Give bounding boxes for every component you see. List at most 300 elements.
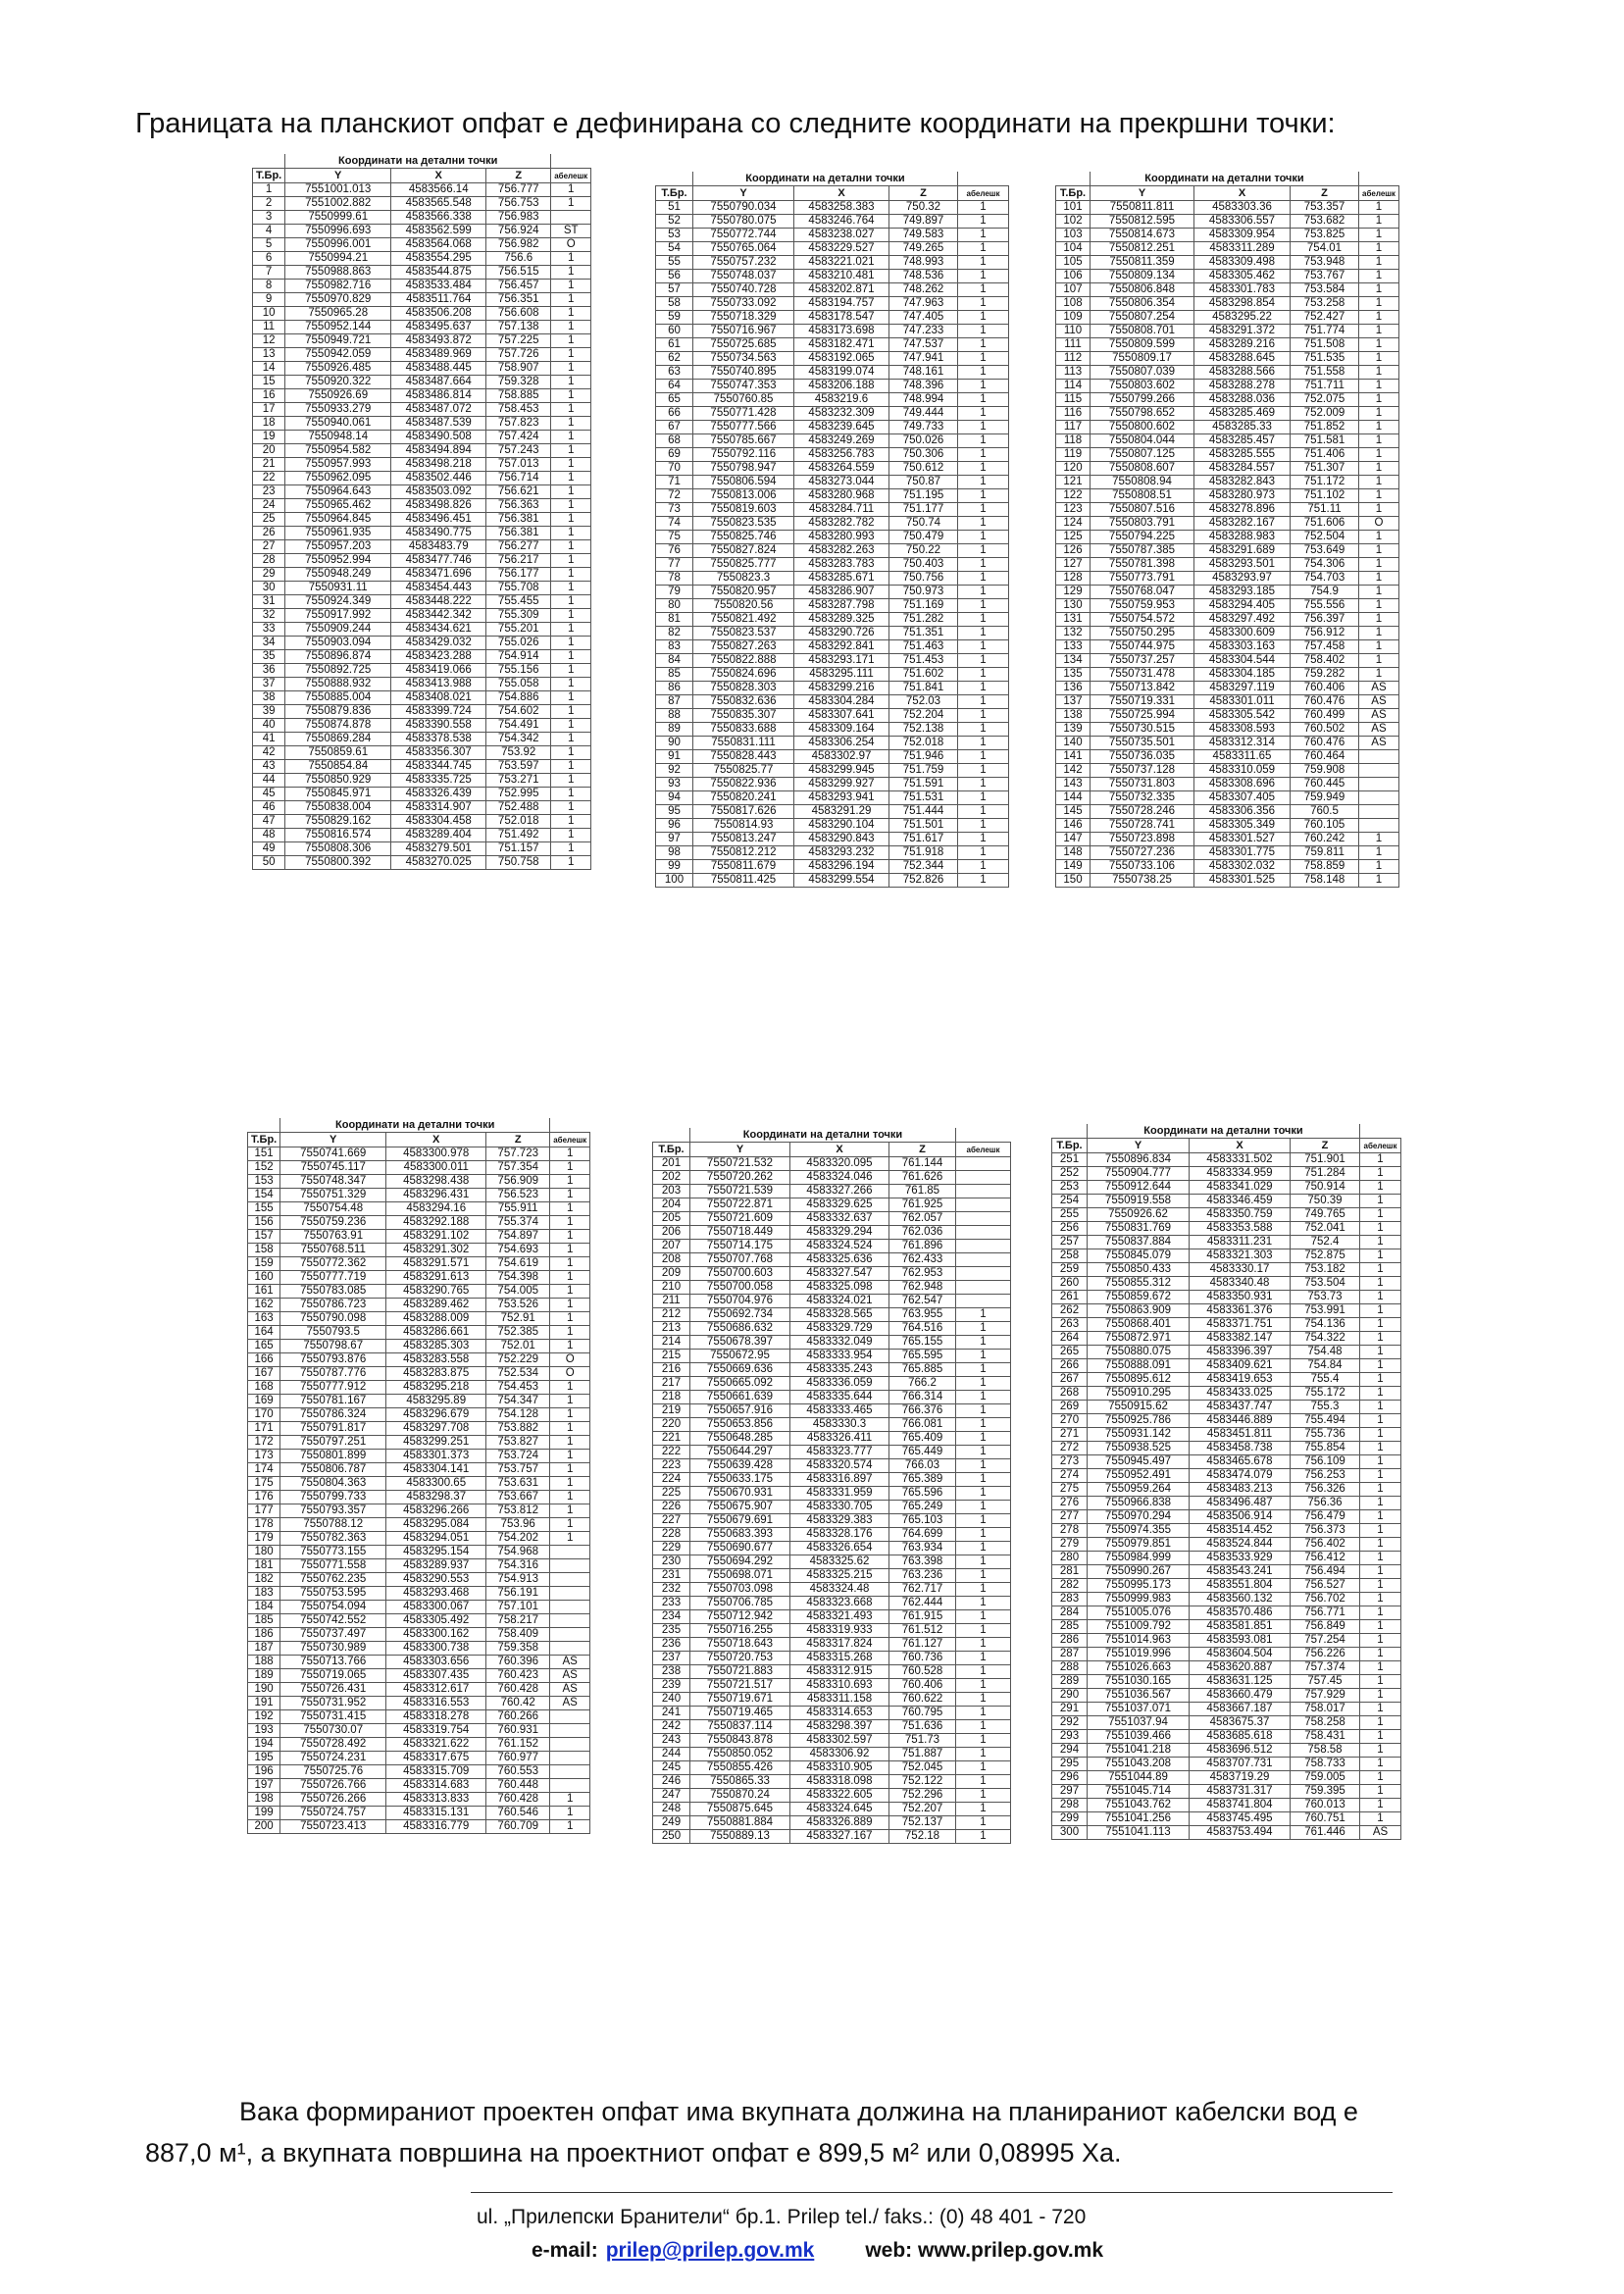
coord-x: 4583378.538	[391, 733, 486, 746]
point-number: 58	[656, 297, 693, 311]
table-row	[656, 297, 1009, 311]
coord-x: 4583300.067	[386, 1601, 486, 1614]
remark: 1	[550, 1299, 590, 1312]
coord-z: 753.92	[486, 746, 551, 760]
coord-y: 7550809.17	[1091, 352, 1194, 366]
coord-z: 750.914	[1291, 1181, 1360, 1195]
coord-z: 760.428	[486, 1793, 550, 1807]
coord-y: 7550948.249	[285, 568, 391, 582]
coord-y: 7550726.766	[280, 1779, 386, 1793]
coord-y: 7550924.349	[285, 595, 391, 609]
coord-x: 4583490.775	[391, 527, 486, 540]
point-number: 123	[1056, 503, 1091, 517]
remark: 1	[956, 1418, 1011, 1432]
table-row	[253, 829, 591, 842]
coord-x: 4583350.931	[1190, 1291, 1291, 1304]
remark: 1	[550, 1491, 590, 1504]
coord-x: 4583334.959	[1190, 1167, 1291, 1181]
remark: 1	[958, 297, 1009, 311]
remark: 1	[550, 1189, 590, 1202]
coord-z: 749.733	[889, 421, 958, 434]
table-row	[653, 1569, 1011, 1583]
table-row	[253, 733, 591, 746]
coord-y: 7550754.48	[280, 1202, 386, 1216]
coord-z: 756.36	[1291, 1497, 1360, 1510]
coord-z: 753.948	[1291, 256, 1359, 270]
point-number: 84	[656, 654, 693, 668]
coord-z: 752.122	[889, 1775, 956, 1789]
coord-x: 4583560.132	[1190, 1593, 1291, 1606]
table-row	[656, 311, 1009, 325]
coord-z: 751.591	[889, 778, 958, 791]
column-header-coord-z: Z	[486, 169, 551, 183]
coord-y: 7550809.599	[1091, 338, 1194, 352]
coord-y: 7550768.511	[280, 1244, 386, 1257]
coord-x: 4583298.854	[1194, 297, 1291, 311]
remark: 1	[1360, 1401, 1401, 1414]
point-number: 278	[1052, 1524, 1088, 1538]
coord-z: 751.11	[1291, 503, 1359, 517]
table-row	[653, 1775, 1011, 1789]
coord-x: 4583300.609	[1194, 627, 1291, 640]
coord-x: 4583173.698	[794, 325, 889, 338]
table-row	[1056, 311, 1399, 325]
coord-y: 7550718.449	[690, 1226, 790, 1240]
remark: 1	[956, 1487, 1011, 1501]
table-row	[253, 540, 591, 554]
coord-y: 7550703.098	[690, 1583, 790, 1597]
coord-y: 7550722.871	[690, 1198, 790, 1212]
table-row	[656, 613, 1009, 627]
coord-y: 7550931.142	[1088, 1428, 1190, 1442]
coord-x: 4583282.263	[794, 544, 889, 558]
point-number: 228	[653, 1528, 690, 1542]
point-number: 39	[253, 705, 285, 719]
remark: AS	[1359, 709, 1399, 723]
caption-spacer	[1052, 1124, 1088, 1139]
point-number: 215	[653, 1350, 690, 1363]
coord-z: 748.396	[889, 380, 958, 393]
coord-y: 7550737.497	[280, 1628, 386, 1642]
table-row	[1052, 1401, 1401, 1414]
point-number: 162	[248, 1299, 280, 1312]
summary-line-2: 887,0 м¹, а вкупната површина на проектниот опфат е 899,5 м² или 0,08995 Ха.	[145, 2138, 1122, 2167]
remark: AS	[550, 1669, 590, 1683]
coord-y: 7550672.95	[690, 1350, 790, 1363]
coord-y: 7550979.851	[1088, 1538, 1190, 1552]
remark: 1	[550, 1463, 590, 1477]
point-number: 75	[656, 531, 693, 544]
coord-y: 7550812.595	[1091, 215, 1194, 229]
point-number: 122	[1056, 489, 1091, 503]
coord-x: 4583322.605	[790, 1789, 889, 1803]
point-number: 138	[1056, 709, 1091, 723]
coord-x: 4583454.443	[391, 582, 486, 595]
point-number: 119	[1056, 448, 1091, 462]
point-number: 203	[653, 1185, 690, 1198]
point-number: 212	[653, 1308, 690, 1322]
coord-y: 7550823.537	[693, 627, 794, 640]
table-row	[248, 1587, 590, 1601]
point-number: 163	[248, 1312, 280, 1326]
coord-x: 4583293.185	[1194, 586, 1291, 599]
coord-z: 760.105	[1291, 819, 1359, 833]
table-row	[656, 242, 1009, 256]
table-row	[1052, 1730, 1401, 1744]
coord-z: 758.453	[486, 403, 551, 417]
point-number: 50	[253, 856, 285, 870]
coord-z: 756.777	[486, 183, 551, 197]
remark: 1	[551, 431, 591, 444]
remark: 1	[550, 1216, 590, 1230]
coord-z: 751.852	[1291, 421, 1359, 434]
coord-x: 4583302.032	[1194, 860, 1291, 874]
point-number: 211	[653, 1295, 690, 1308]
coord-x: 4583332.637	[790, 1212, 889, 1226]
coord-y: 7550765.064	[693, 242, 794, 256]
remark	[550, 1628, 590, 1642]
remark: 1	[1359, 352, 1399, 366]
coord-z: 753.182	[1291, 1263, 1360, 1277]
coord-x: 4583382.147	[1190, 1332, 1291, 1346]
column-header-point-number: Т.Бр.	[248, 1133, 280, 1147]
coord-z: 752.018	[889, 737, 958, 750]
remark: 1	[551, 774, 591, 788]
point-number: 222	[653, 1446, 690, 1459]
point-number: 49	[253, 842, 285, 856]
coord-x: 4583341.029	[1190, 1181, 1291, 1195]
table-row	[656, 531, 1009, 544]
coord-z: 756.412	[1291, 1552, 1360, 1565]
remark: 1	[958, 586, 1009, 599]
point-number: 160	[248, 1271, 280, 1285]
coord-y: 7550833.688	[693, 723, 794, 737]
coord-y: 7550959.264	[1088, 1483, 1190, 1497]
point-number: 205	[653, 1212, 690, 1226]
point-number: 235	[653, 1624, 690, 1638]
coord-z: 765.449	[889, 1446, 956, 1459]
coord-x: 4583533.484	[391, 280, 486, 293]
point-number: 294	[1052, 1744, 1088, 1758]
coord-x: 4583317.824	[790, 1638, 889, 1652]
point-number: 36	[253, 664, 285, 678]
coord-y: 7550727.236	[1091, 846, 1194, 860]
coord-y: 7550822.936	[693, 778, 794, 791]
remark: 1	[958, 503, 1009, 517]
point-number: 179	[248, 1532, 280, 1546]
coord-y: 7550948.14	[285, 431, 391, 444]
coord-y: 7550725.994	[1091, 709, 1194, 723]
coord-z: 757.138	[486, 321, 551, 334]
remark: 1	[551, 691, 591, 705]
point-number: 165	[248, 1340, 280, 1353]
coord-y: 7550783.085	[280, 1285, 386, 1299]
coord-y: 7550731.415	[280, 1710, 386, 1724]
coord-y: 7550945.497	[1088, 1455, 1190, 1469]
coord-x: 4583285.33	[1194, 421, 1291, 434]
point-number: 81	[656, 613, 693, 627]
table-row	[1052, 1277, 1401, 1291]
point-number: 154	[248, 1189, 280, 1202]
coord-y: 7550896.874	[285, 650, 391, 664]
coord-y: 7550964.643	[285, 485, 391, 499]
coord-x: 4583305.462	[1194, 270, 1291, 283]
table-row	[248, 1230, 590, 1244]
remark	[1359, 819, 1399, 833]
point-number: 191	[248, 1697, 280, 1710]
coord-y: 7550740.895	[693, 366, 794, 380]
remark: 1	[550, 1381, 590, 1395]
coord-x: 4583316.779	[386, 1820, 486, 1834]
point-number: 257	[1052, 1236, 1088, 1249]
point-number: 3	[253, 211, 285, 225]
point-number: 276	[1052, 1497, 1088, 1510]
coord-z: 756.523	[486, 1189, 550, 1202]
point-number: 68	[656, 434, 693, 448]
coord-x: 4583437.747	[1190, 1401, 1291, 1414]
coord-z: 756.702	[1291, 1593, 1360, 1606]
remark: 1	[551, 554, 591, 568]
table-row	[1052, 1771, 1401, 1785]
caption-spacer	[253, 154, 285, 169]
coord-y: 7551002.882	[285, 197, 391, 211]
table-row	[253, 678, 591, 691]
point-number: 70	[656, 462, 693, 476]
coord-z: 763.398	[889, 1555, 956, 1569]
coord-y: 7550772.744	[693, 229, 794, 242]
point-number: 144	[1056, 791, 1091, 805]
point-number: 10	[253, 307, 285, 321]
point-number: 20	[253, 444, 285, 458]
table-row	[253, 664, 591, 678]
point-number: 61	[656, 338, 693, 352]
coord-x: 4583451.811	[1190, 1428, 1291, 1442]
coord-x: 4583290.553	[386, 1573, 486, 1587]
remark: 1	[956, 1308, 1011, 1322]
coord-x: 4583289.216	[1194, 338, 1291, 352]
table-row	[1052, 1634, 1401, 1648]
coord-x: 4583287.798	[794, 599, 889, 613]
coord-z: 753.667	[486, 1491, 550, 1504]
table-row	[1052, 1208, 1401, 1222]
coord-y: 7550806.354	[1091, 297, 1194, 311]
coord-x: 4583329.294	[790, 1226, 889, 1240]
point-number: 33	[253, 623, 285, 637]
table-row	[653, 1391, 1011, 1404]
coord-y: 7550745.117	[280, 1161, 386, 1175]
coord-y: 7550829.162	[285, 815, 391, 829]
coord-y: 7550820.957	[693, 586, 794, 599]
coord-y: 7550926.485	[285, 362, 391, 376]
coord-x: 4583283.558	[386, 1353, 486, 1367]
coord-z: 751.531	[889, 791, 958, 805]
coord-y: 7550792.116	[693, 448, 794, 462]
table-row	[248, 1546, 590, 1559]
coord-z: 751.774	[1291, 325, 1359, 338]
coord-x: 4583249.269	[794, 434, 889, 448]
coord-x: 4583285.671	[794, 572, 889, 586]
point-number: 74	[656, 517, 693, 531]
remark: 1	[1360, 1153, 1401, 1167]
coord-y: 7550740.728	[693, 283, 794, 297]
table-row	[1056, 640, 1399, 654]
table-row	[653, 1789, 1011, 1803]
coord-x: 4583303.656	[386, 1656, 486, 1669]
table-row	[253, 719, 591, 733]
point-number: 209	[653, 1267, 690, 1281]
remark	[1359, 764, 1399, 778]
remark: 1	[958, 791, 1009, 805]
remark: 1	[956, 1748, 1011, 1761]
coord-y: 7550889.13	[690, 1830, 790, 1844]
remark: 1	[551, 760, 591, 774]
point-number: 37	[253, 678, 285, 691]
point-number: 105	[1056, 256, 1091, 270]
coord-x: 4583280.973	[1194, 489, 1291, 503]
remark: 1	[551, 513, 591, 527]
email-link[interactable]: prilep@prilep.gov.mk	[605, 2239, 815, 2262]
coord-x: 4583246.764	[794, 215, 889, 229]
coord-y: 7550738.25	[1091, 874, 1194, 888]
remark: 1	[956, 1679, 1011, 1693]
remark: 1	[958, 434, 1009, 448]
footer-divider	[471, 2192, 1393, 2193]
coord-x: 4583294.16	[386, 1202, 486, 1216]
coord-z: 751.282	[889, 613, 958, 627]
coord-y: 7550933.279	[285, 403, 391, 417]
coord-z: 752.18	[889, 1830, 956, 1844]
table-row	[253, 705, 591, 719]
table-row	[248, 1216, 590, 1230]
table-row	[656, 709, 1009, 723]
web-address[interactable]: web: www.prilep.gov.mk	[865, 2239, 1104, 2262]
point-number: 87	[656, 695, 693, 709]
coord-x: 4583300.011	[386, 1161, 486, 1175]
remark: 1	[1359, 366, 1399, 380]
coord-z: 750.306	[889, 448, 958, 462]
column-header-coord-z: Z	[889, 186, 958, 201]
coord-x: 4583316.897	[790, 1473, 889, 1487]
coord-y: 7550807.516	[1091, 503, 1194, 517]
remark: 1	[956, 1610, 1011, 1624]
coord-y: 7550787.776	[280, 1367, 386, 1381]
remark: 1	[551, 307, 591, 321]
coord-y: 7550872.971	[1088, 1332, 1190, 1346]
coord-x: 4583442.342	[391, 609, 486, 623]
coord-y: 7550713.766	[280, 1656, 386, 1669]
coord-y: 7550813.247	[693, 833, 794, 846]
coord-z: 760.931	[486, 1724, 550, 1738]
coord-x: 4583284.557	[1194, 462, 1291, 476]
table-row	[253, 376, 591, 389]
coord-z: 763.934	[889, 1542, 956, 1555]
remark: 1	[956, 1803, 1011, 1816]
coord-z: 752.207	[889, 1803, 956, 1816]
point-number: 22	[253, 472, 285, 485]
coord-y: 7550822.888	[693, 654, 794, 668]
table-row	[656, 805, 1009, 819]
point-number: 217	[653, 1377, 690, 1391]
table-row	[1056, 572, 1399, 586]
table-row	[248, 1463, 590, 1477]
point-number: 79	[656, 586, 693, 599]
coord-z: 760.423	[486, 1669, 550, 1683]
coord-z: 760.396	[486, 1656, 550, 1669]
point-number: 2	[253, 197, 285, 211]
coord-x: 4583296.266	[386, 1504, 486, 1518]
coord-x: 4583390.558	[391, 719, 486, 733]
coord-z: 759.811	[1291, 846, 1359, 860]
table-row	[253, 746, 591, 760]
coord-z: 762.057	[889, 1212, 956, 1226]
table-row	[248, 1395, 590, 1408]
coord-x: 4583305.542	[1194, 709, 1291, 723]
coord-x: 4583288.278	[1194, 380, 1291, 393]
table-row	[253, 788, 591, 801]
remark: 1	[958, 723, 1009, 737]
coord-y: 7550942.059	[285, 348, 391, 362]
table-row	[248, 1257, 590, 1271]
coord-z: 753.682	[1291, 215, 1359, 229]
coord-y: 7550754.572	[1091, 613, 1194, 627]
coord-z: 761.512	[889, 1624, 956, 1638]
coord-z: 764.699	[889, 1528, 956, 1542]
point-number: 124	[1056, 517, 1091, 531]
coord-y: 7550965.462	[285, 499, 391, 513]
coord-z: 761.896	[889, 1240, 956, 1253]
remark: 1	[1360, 1428, 1401, 1442]
coord-x: 4583719.29	[1190, 1771, 1291, 1785]
table-row	[653, 1198, 1011, 1212]
coord-x: 4583301.525	[1194, 874, 1291, 888]
table-row	[653, 1404, 1011, 1418]
remark: 1	[1359, 421, 1399, 434]
remark: 1	[1359, 242, 1399, 256]
summary-paragraph	[145, 2091, 1518, 2173]
table-row	[1052, 1195, 1401, 1208]
point-number: 145	[1056, 805, 1091, 819]
point-number: 152	[248, 1161, 280, 1175]
point-number: 243	[653, 1734, 690, 1748]
table-row	[653, 1281, 1011, 1295]
coord-x: 4583696.512	[1190, 1744, 1291, 1758]
point-number: 168	[248, 1381, 280, 1395]
coord-z: 754.136	[1291, 1318, 1360, 1332]
table-row	[248, 1189, 590, 1202]
coord-x: 4583496.487	[1190, 1497, 1291, 1510]
point-number: 96	[656, 819, 693, 833]
coord-y: 7550854.84	[285, 760, 391, 774]
remark: AS	[1359, 723, 1399, 737]
coord-y: 7550812.212	[693, 846, 794, 860]
point-number: 97	[656, 833, 693, 846]
coord-x: 4583299.216	[794, 682, 889, 695]
coord-z: 758.402	[1291, 654, 1359, 668]
column-header-coord-y: Y	[285, 169, 391, 183]
point-number: 51	[656, 201, 693, 215]
coord-z: 749.583	[889, 229, 958, 242]
coord-z: 756.351	[486, 293, 551, 307]
remark: 1	[1359, 270, 1399, 283]
coord-z: 756.982	[486, 238, 551, 252]
point-number: 77	[656, 558, 693, 572]
point-number: 291	[1052, 1703, 1088, 1716]
table-row	[1052, 1565, 1401, 1579]
coord-z: 753.649	[1291, 544, 1359, 558]
table-row	[1056, 723, 1399, 737]
coord-x: 4583458.738	[1190, 1442, 1291, 1455]
point-number: 275	[1052, 1483, 1088, 1497]
